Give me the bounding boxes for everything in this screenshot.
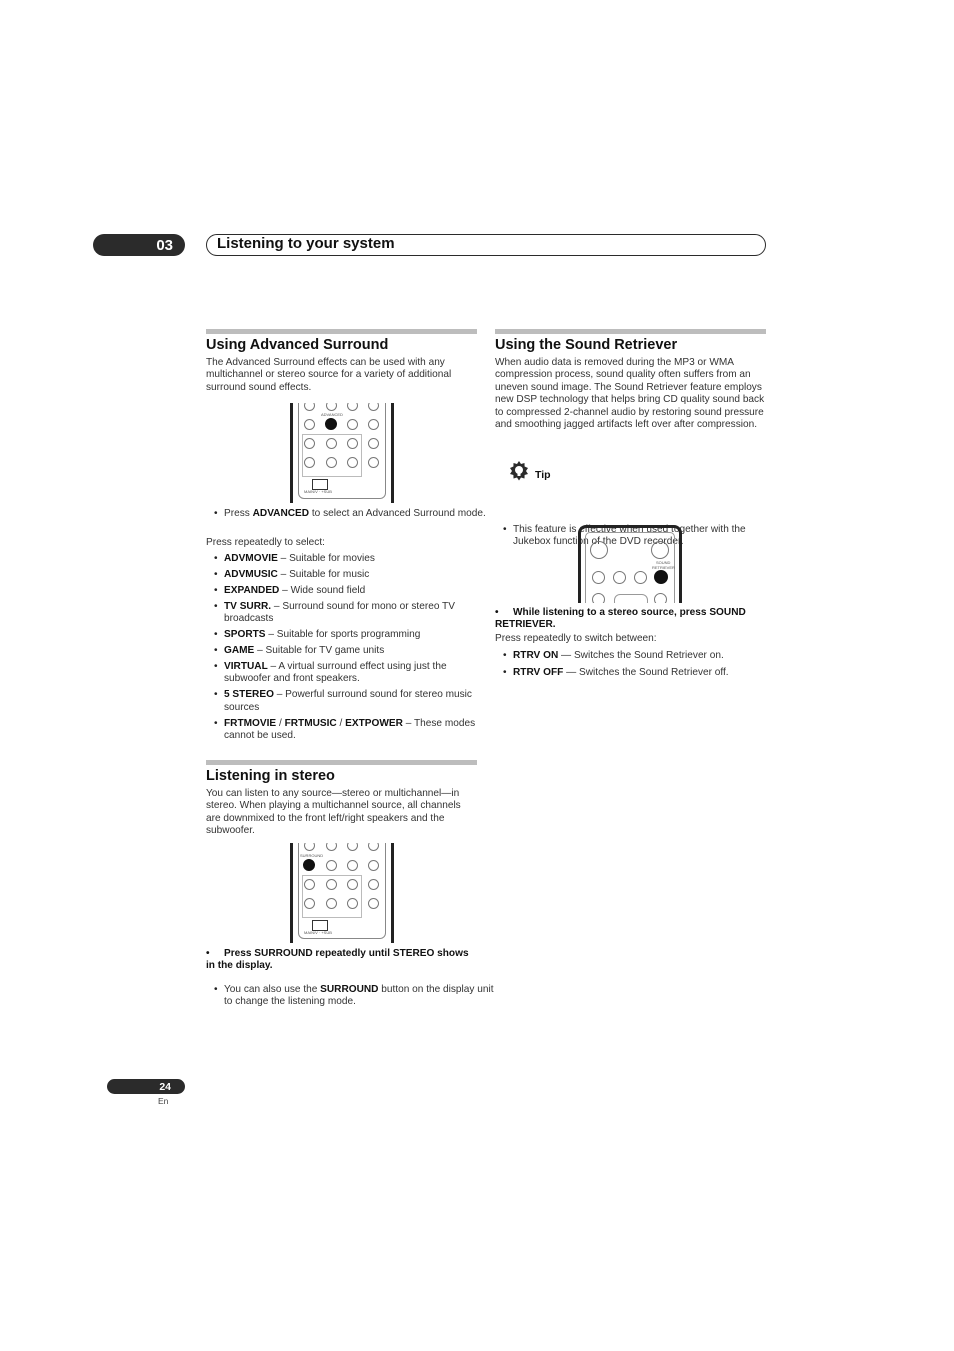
tip-label: Tip (535, 469, 551, 481)
advanced-surround-title: Using Advanced Surround (206, 337, 389, 353)
list-item: • TV SURR. – Surround sound for mono or stereo TV broadcasts (206, 601, 476, 625)
advanced-repeat-note: Press repeatedly to select: (206, 537, 325, 548)
retriever-step: • While listening to a stereo source, press SOUND RETRIEVER. (495, 607, 746, 631)
section-divider (495, 329, 766, 334)
list-item: • EXPANDED – Wide sound field (206, 585, 476, 597)
surround-button (303, 859, 315, 871)
remote-illustration-stereo (290, 843, 394, 943)
sound-retriever-label-1: SOUND (656, 560, 671, 565)
section-divider (206, 760, 477, 765)
tip-text: • This feature is effective when used together with the Jukebox function of the DVD recorder. (495, 524, 785, 548)
chapter-title: Listening to your system (217, 235, 395, 252)
sound-retriever-title: Using the Sound Retriever (495, 337, 678, 353)
list-item: • GAME – Suitable for TV game units (206, 645, 476, 657)
list-item: • RTRV OFF — Switches the Sound Retriever off. (495, 667, 767, 679)
lightbulb-icon (509, 461, 529, 481)
page-language: En (158, 1096, 169, 1106)
list-item: • 5 STEREO – Powerful surround sound for stereo music sources (206, 689, 476, 713)
sound-retriever-intro: When audio data is removed during the MP3 or WMA compression process, sound quality often suffers from an uneven sound image. The Sound Retriever feature employs new DSP technology that helps bring CD quality sound back to compressed 2-channel audio by restoring sound pressure and smoothing jagged artifacts left over after compression. (495, 357, 765, 431)
stereo-intro: You can listen to any source—stereo or multichannel—in stereo. When playing a multichannel source, all channels are downmixed to the front left/right speakers and the subwoofer. (206, 788, 461, 837)
stereo-note: • You can also use the SURROUND button on the display unit to change the listening mode. (206, 984, 494, 1008)
chapter-number-tab (93, 234, 185, 256)
page-number: 24 (159, 1080, 171, 1093)
advanced-button (325, 418, 337, 430)
chapter-number: 03 (156, 236, 173, 254)
list-item: • SPORTS – Suitable for sports programming (206, 629, 476, 641)
main-sub-label: MAIN/V · +SUB (304, 930, 332, 935)
remote-illustration-retriever (578, 525, 684, 603)
advanced-button-label: ADVANCED (321, 412, 343, 417)
page-number-tab (107, 1079, 185, 1094)
sound-retriever-label-2: RETRIEVER (652, 565, 675, 570)
list-item: • VIRTUAL – A virtual surround effect using just the subwoofer and front speakers. (206, 661, 476, 685)
list-item: • RTRV ON — Switches the Sound Retriever on. (495, 650, 767, 662)
list-item: • ADVMOVIE – Suitable for movies (206, 553, 476, 565)
sound-retriever-button (654, 570, 668, 584)
surround-button-label: SURROUND (300, 853, 324, 858)
main-sub-label: MAIN/V · +SUB (304, 489, 332, 494)
section-divider (206, 329, 477, 334)
advanced-press-instruction: • Press ADVANCED to select an Advanced Surround mode. (206, 508, 494, 520)
stereo-title: Listening in stereo (206, 768, 335, 784)
list-item: • FRTMOVIE / FRTMUSIC / EXTPOWER – These modes cannot be used. (206, 718, 476, 742)
retriever-option-list (495, 650, 767, 679)
advanced-surround-intro: The Advanced Surround effects can be used with any multichannel or stereo source for a variety of additional surround sound effects. (206, 357, 452, 393)
advanced-mode-list (206, 553, 476, 742)
stereo-step: • Press SURROUND repeatedly until STEREO shows in the display. (206, 948, 469, 972)
remote-illustration-advanced (290, 403, 394, 503)
retriever-repeat-note: Press repeatedly to switch between: (495, 633, 657, 644)
list-item: • ADVMUSIC – Suitable for music (206, 569, 476, 581)
